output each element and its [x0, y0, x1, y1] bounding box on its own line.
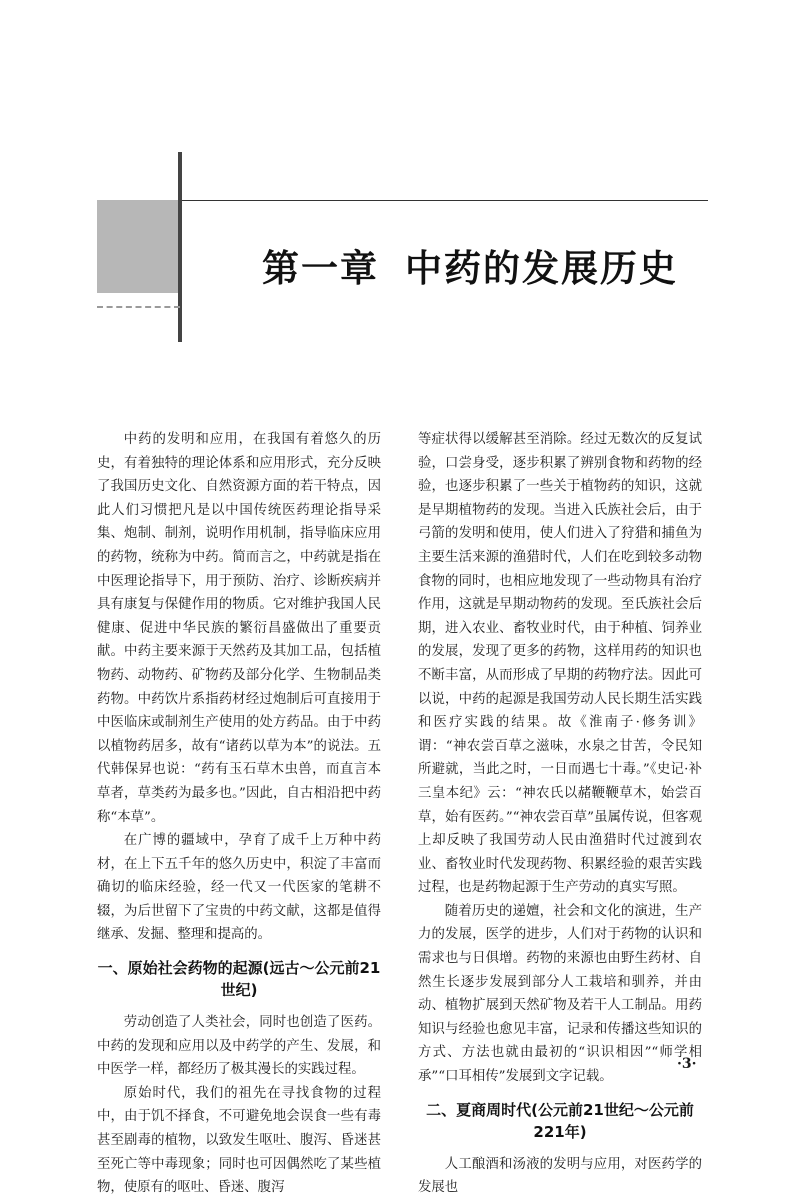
chapter-title — [262, 238, 678, 292]
paragraph: 劳动创造了人类社会，同时也创造了医药。中药的发现和应用以及中药学的产生、发展，和中医学一样，都经历了极其漫长的实践过程。 — [97, 1015, 381, 1078]
paragraph: 在广博的疆域中，孕育了成千上万种中药材，在上下五千年的悠久历史中，积淀了丰富而确切的临床经验，经一代又一代医家的笔耕不辍，为后世留下了宝贵的中药文献，这都是值得继承、发掘、整理和提高的。 — [97, 833, 381, 943]
section-heading-1: 一、原始社会药物的起源(远古～公元前21世纪) — [97, 959, 381, 1000]
page-number: ·3· — [677, 1056, 697, 1072]
paragraph-continued: 等症状得以缓解甚至消除。经过无数次的反复试验，口尝身受，逐步积累了辨别食物和药物的经验，也逐步积累了一些关于植物药的知识，这就是早期植物药的发现。当进入氏族社会后，由于弓箭的发明和使用，使人们进入了狩猎和捕鱼为主要生活来源的渔猎时代，人们在吃到较多动物食物的同时，也相应地发现了一些动物具有治疗作用，这就是早期动物药的发现。至氏族社会后期，进入农业、畜牧业时代，由于种植、饲养业的发展，发现了更多的药物，这样用药的知识也不断丰富，从而形成了早期的药物疗法。因此可以说，中药的起源是我国劳动人民长期生活实践和医疗实践的结果。故《淮南子·修务训》谓：“神农尝百草之滋味，水泉之甘苦，令民知所避就，当此之时，一日而遇七十毒。”《史记·补三皇本纪》云：“神农氏以赭鞭鞭草木，始尝百草，始有医药。”“神农尝百草”虽属传说，但客观上却反映了我国劳动人民由渔猎时代过渡到农业、畜牧业时代发现药物、积累经验的艰苦实践过程，也是药物起源于生产劳动的真实写照。 — [418, 432, 702, 896]
chapter-number: 第一章 — [262, 247, 379, 290]
chapter-header-gray-block — [97, 200, 180, 293]
paragraph: 原始时代，我们的祖先在寻找食物的过程中，由于饥不择食，不可避免地会误食一些有毒甚至剧毒的植物，以致发生呕吐、腹泻、昏迷甚至死亡等中毒现象；同时也可因偶然吃了某些植物，使原有的呕吐、昏迷、腹泻 — [97, 1085, 381, 1196]
chapter-header-dashed-rule — [97, 306, 180, 308]
chapter-title-text: 中药的发展历史 — [405, 247, 678, 290]
paragraph: 人工酿酒和汤液的发明与应用，对医药学的发展也 — [418, 1156, 702, 1196]
paragraph: 随着历史的递嬗，社会和文化的演进，生产力的发展，医学的进步，人们对于药物的认识和需求也与日俱增。药物的来源也由野生药材、自然生长逐步发展到部分人工栽培和驯养，并由动、植物扩展到天然矿物及若干人工制品。用药知识与经验也愈见丰富，记录和传播这些知识的方式、方法也就由最初的“识识相因”“师学相承”“口耳相传”发展到文字记载。 — [418, 903, 702, 1085]
section-heading-2: 二、夏商周时代(公元前21世纪～公元前221年) — [426, 1100, 694, 1141]
right-column — [418, 428, 702, 1200]
left-column — [97, 428, 381, 1200]
paragraph: 中药的发明和应用，在我国有着悠久的历史，有着独特的理论体系和应用形式，充分反映了我国历史文化、自然资源方面的若干特点，因此人们习惯把凡是以中国传统医药理论指导采集、炮制、制剂，说明作用机制，指导临床应用的药物，统称为中药。简而言之，中药就是指在中医理论指导下，用于预防、治疗、诊断疾病并具有康复与保健作用的物质。它对维护我国人民健康、促进中华民族的繁衍昌盛做出了重要贡献。中药主要来源于天然药及其加工品，包括植物药、动物药、矿物药及部分化学、生物制品类药物。中药饮片系指药材经过炮制后可直接用于中医临床或制剂生产使用的处方药品。由于中药以植物药居多，故有“诸药以草为本”的说法。五代韩保昇也说：“药有玉石草木虫兽，而直言本草者，草类药为最多也。”因此，自古相沿把中药称“本草”。 — [97, 432, 381, 825]
chapter-header-vertical-rule — [178, 152, 182, 342]
chapter-header-horizontal-rule — [182, 200, 708, 201]
